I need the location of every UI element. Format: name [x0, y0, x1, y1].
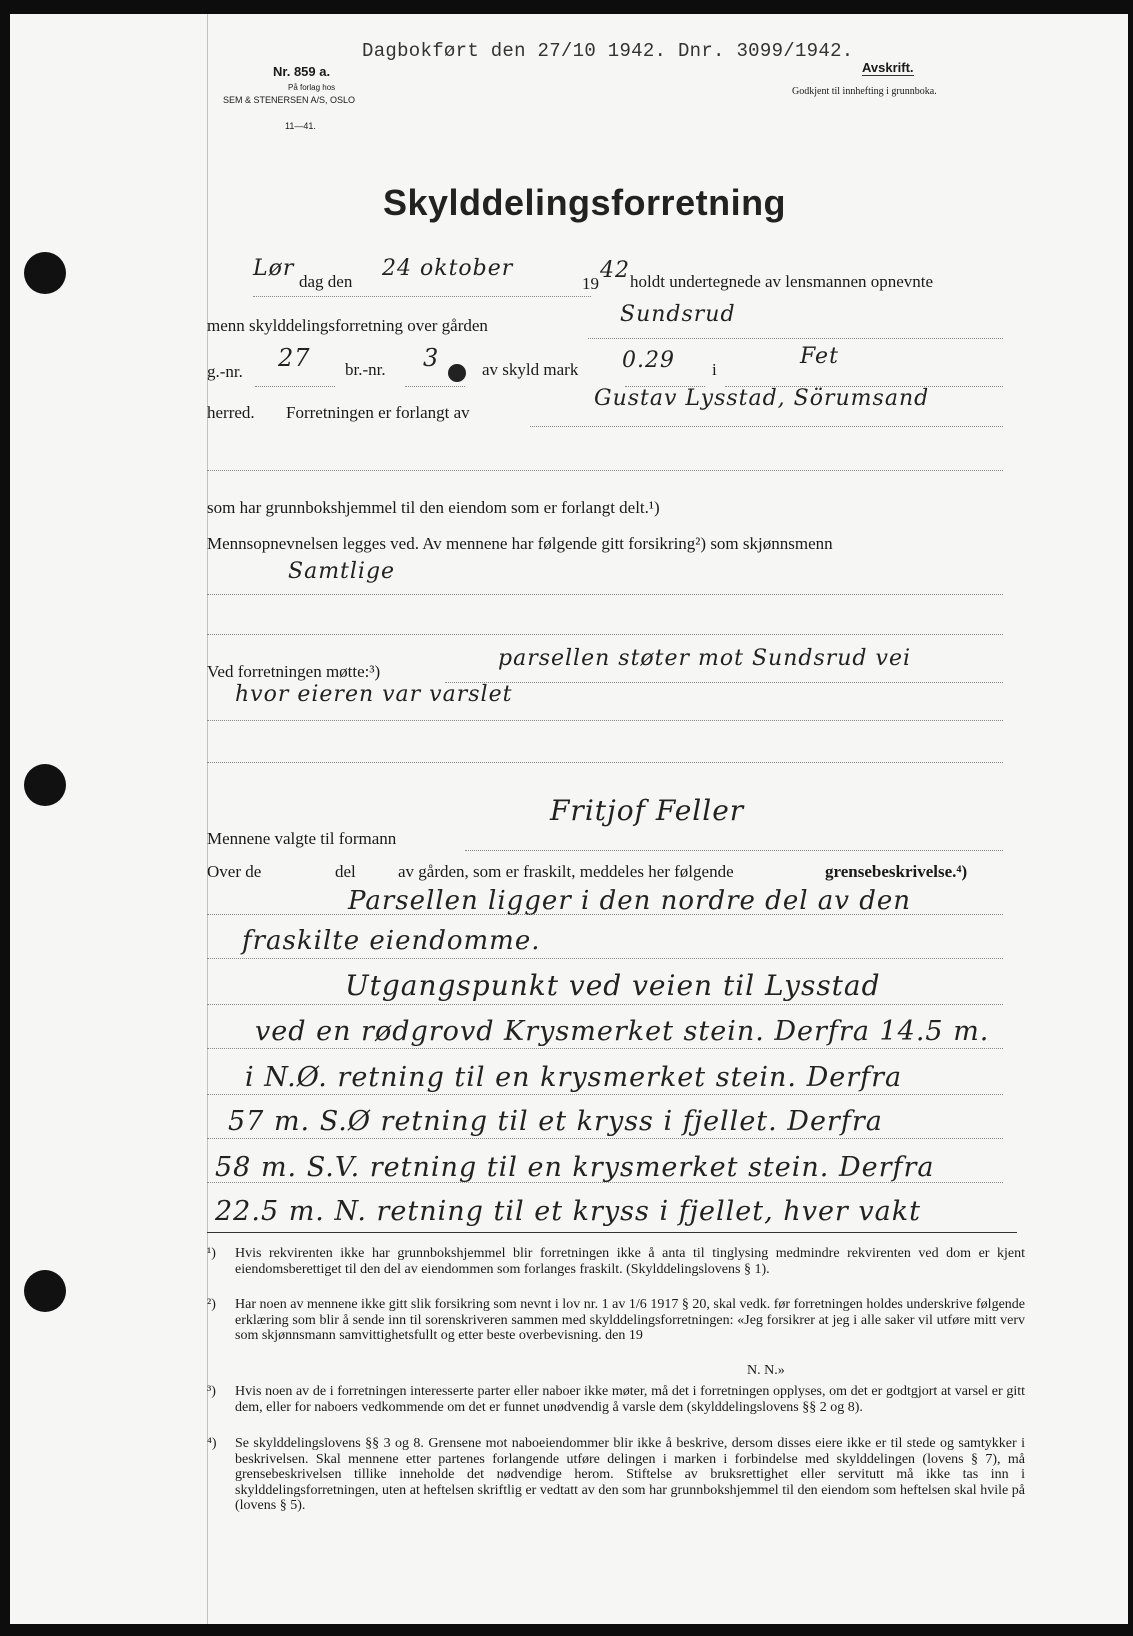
footnote-number: ⁴): [207, 1436, 217, 1451]
description-line: Utgangspunkt ved veien til Lysstad: [345, 969, 881, 1002]
rule: [405, 386, 465, 387]
edition: 11—41.: [285, 121, 316, 131]
footnote-number: ³): [207, 1384, 216, 1399]
footnote-number: ¹): [207, 1246, 216, 1261]
godkjent-text: Godkjent til innhefting i grunnboka.: [792, 86, 937, 97]
skyld-value: 0.29: [622, 348, 675, 373]
i-label: i: [712, 360, 717, 379]
punch-hole: [24, 252, 66, 294]
motte-line2: hvor eieren var varslet: [235, 682, 513, 707]
intro-text: holdt undertegnede av lensmannen opnevnte: [630, 272, 934, 291]
rule: [207, 634, 1003, 635]
publisher-line2: SEM & STENERSEN A/S, OSLO: [223, 95, 356, 105]
mennsopp-line: Mennsopnevnelsen legges ved. Av mennene har følgende gitt forsikring²) som skjønnsmenn: [207, 534, 833, 553]
description-line: 58 m. S.V. retning til en krysmerket stein. Derfra: [215, 1152, 935, 1183]
description-line: 22.5 m. N. retning til et kryss i fjellet, hver vakt: [215, 1196, 921, 1227]
menn-label: menn skylddelingsforretning over gården: [207, 316, 488, 335]
rule: [207, 1182, 1003, 1183]
description-line: ved en rødgrovd Krysmerket stein. Derfra 14.5 m.: [255, 1016, 990, 1047]
year-prefix: 19: [582, 274, 599, 293]
footnote-text: N. N.»: [747, 1363, 785, 1378]
gnr-label: g.-nr.: [207, 362, 243, 381]
dag-den-label: dag den: [299, 272, 353, 291]
rule: [207, 1138, 1003, 1139]
weekday-value: Lør: [253, 256, 295, 281]
herred-label: herred.: [207, 403, 255, 422]
year-suffix: 42: [600, 258, 630, 283]
rule: [255, 386, 335, 387]
grunnbok-line: som har grunnbokshjemmel til den eiendom som er forlangt delt.¹): [207, 498, 660, 517]
rule: [207, 1094, 1003, 1095]
grense-text: av gården, som er fraskilt, meddeles her følgende: [398, 862, 734, 881]
formann-label: Mennene valgte til formann: [207, 829, 397, 848]
footnote-3: [207, 1384, 1027, 1432]
description-line: 57 m. S.Ø retning til et kryss i fjellet. Derfra: [228, 1106, 883, 1137]
margin-line: [207, 14, 208, 1624]
farm-value: Sundsrud: [620, 302, 736, 327]
avskrift-label: Avskrift.: [862, 60, 914, 75]
del-label: del: [335, 862, 356, 881]
rule: [207, 958, 1003, 959]
ink-dot: [448, 364, 466, 382]
footnote-divider: [207, 1232, 1017, 1233]
description-line: Parsellen ligger i den nordre del av den: [348, 886, 912, 916]
date-value: 24 oktober: [382, 256, 514, 281]
footnote-text: Hvis noen av de i forretningen interesserte parter eller naboer ikke møter, må det i forretningen opplyses, om det er godtgjort at varsel er gitt dem, eller for naboers vedkommende om det er funnet unødvendig å varsle dem (skylddelingslovens §§ 2 og 8).: [235, 1384, 1025, 1415]
rule: [253, 296, 591, 297]
footnote-4: [207, 1436, 1027, 1532]
motte-line1: parsellen støter mot Sundsrud vei: [498, 646, 911, 671]
av-skyld-label: av skyld mark: [482, 360, 579, 379]
description-line: fraskilte eiendomme.: [242, 926, 541, 956]
footnote-number: ²): [207, 1297, 216, 1312]
rule: [207, 594, 1003, 595]
footnote-text: Hvis rekvirenten ikke har grunnbokshjemmel blir forretningen ikke å anta til tinglysing medmindre rekvirenten ved dom er kjent eiendomsberettiget til den del av eiendommen som forlanges fraskilt. (Skylddelingslovens § 1).: [235, 1246, 1025, 1277]
rule: [207, 470, 1003, 471]
footnote-1: [207, 1246, 1027, 1294]
rule: [530, 426, 1003, 427]
forlangt-label: Forretningen er forlangt av: [286, 403, 470, 422]
rule: [207, 914, 1003, 915]
motte-label: Ved forretningen møtte:³): [207, 662, 381, 681]
rule: [207, 1004, 1003, 1005]
over-de-label: Over de: [207, 862, 262, 881]
rule: [588, 338, 1003, 339]
herred-value: Fet: [800, 344, 839, 369]
rule: [465, 850, 1003, 851]
brnr-value: 3: [423, 344, 440, 372]
rule: [445, 682, 1003, 683]
footnote-signature: [207, 1363, 1027, 1379]
description-line: i N.Ø. retning til en krysmerket stein. Derfra: [245, 1062, 903, 1093]
forsikring-value: Samtlige: [288, 559, 396, 584]
rule: [207, 720, 1003, 721]
form-number: Nr. 859 a.: [273, 64, 331, 79]
formann-value: Fritjof Feller: [550, 794, 745, 827]
brnr-label: br.-nr.: [345, 360, 386, 379]
footnote-text: Se skylddelingslovens §§ 3 og 8. Grensene mot naboeiendommer blir ikke å beskrive, dersom disses eiere ikke er til stede og samtykker i beskrivelsen. Skal mennene etter partenes forlangende utføre delingen i marken i forbindelse med skylddelingen (lovens § 7), må grensebeskrivelsen tillike inneholde det nødvendige herom. Stiftelse av bruksrettighet eller servitutt må ikke tas inn i skylddelingsforretningen, uten at heftelsen skriftlig er vedtatt av den som har grunnbokshjemmel til den eiendom som heftelsen skal hvile på (lovens § 5).: [235, 1436, 1025, 1513]
punch-hole: [24, 1270, 66, 1312]
footnote-2: [207, 1297, 1027, 1361]
document-page: [10, 14, 1128, 1624]
registration-stamp: Dagbokført den 27/10 1942. Dnr. 3099/1942.: [362, 40, 854, 62]
rule: [207, 1048, 1003, 1049]
rule: [207, 762, 1003, 763]
footnote-text: Har noen av mennene ikke gitt slik forsikring som nevnt i lov nr. 1 av 1/6 1917 § 20, skal vedk. før forretningen holdes underskrive følgende erklæring som blir å sende inn til sorenskriveren sammen med skylddelingsforretningen: «Jeg forsikrer at jeg i alle saker vil utføre mitt verv som skjønnsmann samvittighetsfullt og etter beste overbevisning. den 19: [235, 1297, 1025, 1343]
requester-value: Gustav Lysstad, Sörumsand: [594, 386, 930, 411]
gnr-value: 27: [278, 344, 311, 372]
punch-hole: [24, 764, 66, 806]
publisher-line1: På forlag hos: [288, 83, 336, 92]
document-title: Skylddelingsforretning: [383, 182, 787, 223]
grense-bold: grensebeskrivelse.⁴): [825, 862, 968, 881]
